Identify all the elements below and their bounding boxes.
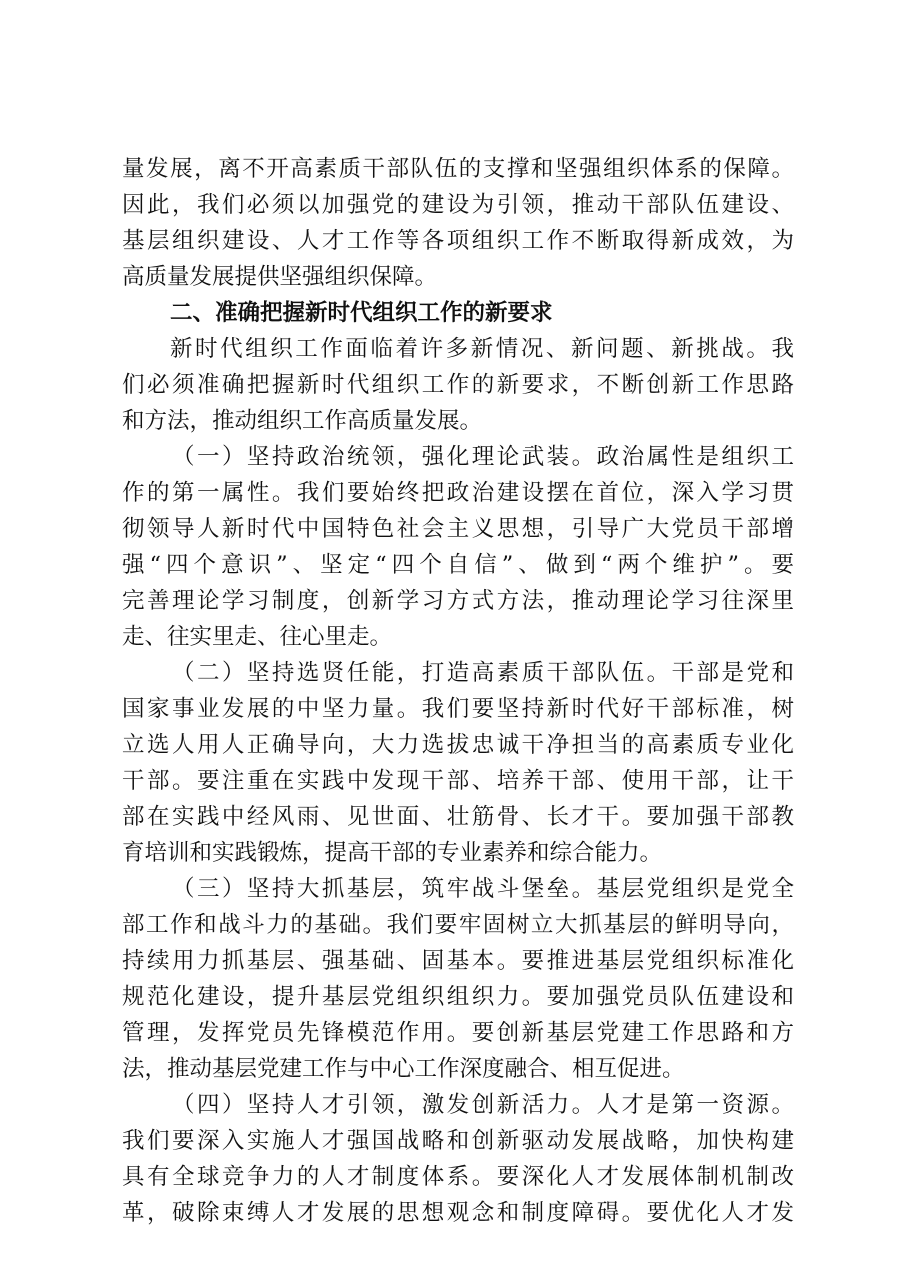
body-line: 部工作和战斗力的基础。我们要牢固树立大抓基层的鲜明导向， — [122, 912, 794, 938]
body-line: 因此，我们必须以加强党的建设为引领，推动干部队伍建设、 — [122, 192, 794, 218]
body-line: 育培训和实践锻炼，提高干部的专业素养和综合能力。 — [122, 840, 663, 866]
body-line: 强“四个意识”、坚定“四个自信”、做到“两个维护”。要 — [122, 552, 794, 578]
body-line: 走、往实里走、往心里走。 — [122, 624, 393, 650]
body-line: 法，推动基层党建工作与中心工作深度融合、相互促进。 — [122, 1056, 685, 1082]
body-line: 具有全球竞争力的人才制度体系。要深化人才发展体制机制改 — [122, 1164, 794, 1190]
body-line: 彻领导人新时代中国特色社会主义思想，引导广大党员干部增 — [122, 516, 794, 542]
body-line: 新时代组织工作面临着许多新情况、新问题、新挑战。我 — [170, 336, 794, 362]
body-line: 高质量发展提供坚强组织保障。 — [122, 264, 438, 290]
body-line: 管理，发挥党员先锋模范作用。要创新基层党建工作思路和方 — [122, 1020, 794, 1046]
subsection-line: （四）坚持人才引领，激发创新活力。人才是第一资源。 — [172, 1092, 794, 1118]
body-line: 量发展，离不开高素质干部队伍的支撑和坚强组织体系的保障。 — [122, 156, 794, 182]
body-line: 立选人用人正确导向，大力选拔忠诚干净担当的高素质专业化 — [122, 732, 794, 758]
subsection-line: （三）坚持大抓基层，筑牢战斗堡垒。基层党组织是党全 — [172, 876, 794, 902]
body-line: 作的第一属性。我们要始终把政治建设摆在首位，深入学习贯 — [122, 480, 794, 506]
subsection-line: （一）坚持政治统领，强化理论武装。政治属性是组织工 — [172, 444, 794, 470]
subsection-line: （二）坚持选贤任能，打造高素质干部队伍。干部是党和 — [172, 660, 794, 686]
section-heading: 二、准确把握新时代组织工作的新要求 — [170, 300, 553, 326]
body-line: 规范化建设，提升基层党组织组织力。要加强党员队伍建设和 — [122, 984, 794, 1010]
body-line: 基层组织建设、人才工作等各项组织工作不断取得新成效，为 — [122, 228, 794, 254]
body-line: 干部。要注重在实践中发现干部、培养干部、使用干部，让干 — [122, 768, 794, 794]
body-line: 国家事业发展的中坚力量。我们要坚持新时代好干部标准，树 — [122, 696, 794, 722]
body-line: 完善理论学习制度，创新学习方式方法，推动理论学习往深里 — [122, 588, 794, 614]
body-line: 革，破除束缚人才发展的思想观念和制度障碍。要优化人才发 — [122, 1200, 794, 1226]
body-line: 部在实践中经风雨、见世面、壮筋骨、长才干。要加强干部教 — [122, 804, 794, 830]
body-line: 我们要深入实施人才强国战略和创新驱动发展战略，加快构建 — [122, 1128, 794, 1154]
body-line: 持续用力抓基层、强基础、固基本。要推进基层党组织标准化 — [122, 948, 794, 974]
body-line: 和方法，推动组织工作高质量发展。 — [122, 408, 483, 434]
body-line: 们必须准确把握新时代组织工作的新要求，不断创新工作思路 — [122, 372, 794, 398]
